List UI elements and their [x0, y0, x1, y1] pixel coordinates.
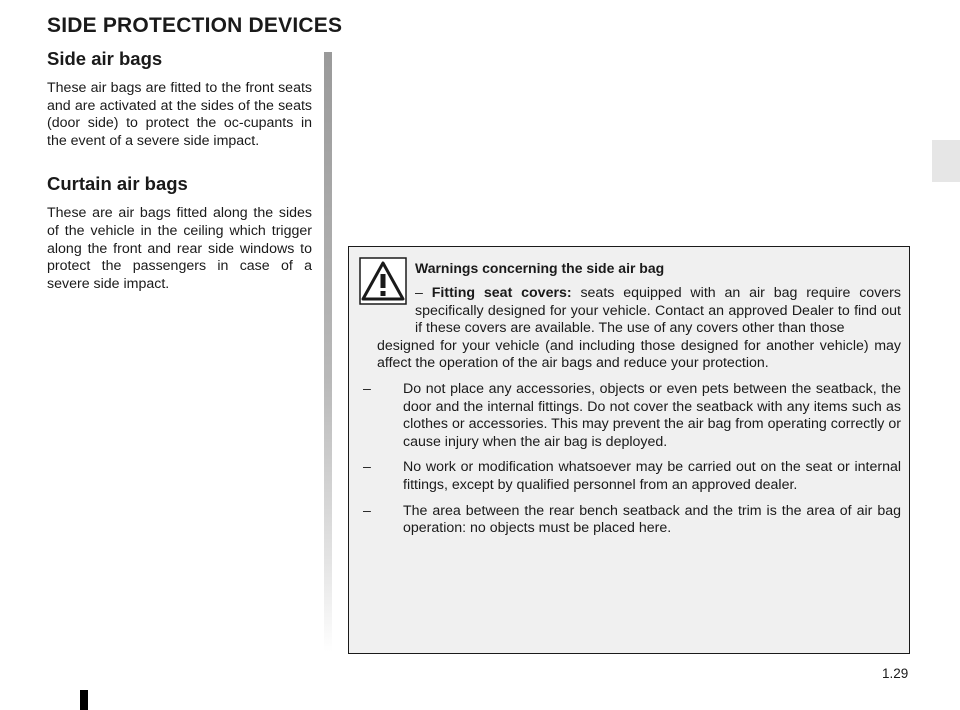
- curtain-air-bags-heading: Curtain air bags: [47, 173, 188, 195]
- warning-item-modification: [363, 459, 901, 494]
- page-title: SIDE PROTECTION DEVICES: [47, 14, 343, 37]
- corner-mark: [80, 690, 88, 710]
- warning-item-accessories: [363, 380, 901, 451]
- seat-covers-text: seats equipped with an air bag require covers specifically designed for your vehicle. Contact an approved Dealer to find out if these covers are available. The use of any covers other than those: [415, 285, 901, 337]
- curtain-air-bags-text: These are air bags fitted along the sides of the vehicle in the ceiling which trigger along the front and rear side windows to protect the passengers in case of a severe side impact.: [47, 205, 312, 292]
- warning-content: [363, 285, 901, 546]
- accessories-text: Do not place any accessories, objects or even pets between the seatback, the door and the internal fittings. Do not cover the seatback with any items such as clothes or accessories. This may prevent the air bag from operating correctly or cause injury when the air bag is deployed.: [403, 380, 901, 450]
- warning-item-rear-bench: [363, 502, 901, 538]
- seat-covers-label: Fitting seat covers:: [431, 285, 572, 301]
- warning-title: Warnings concerning the side air bag: [415, 260, 665, 276]
- warning-item-seat-covers: [377, 285, 901, 373]
- item-dash: –: [363, 502, 371, 519]
- item-dash: –: [363, 380, 371, 397]
- chapter-tab: [932, 140, 960, 182]
- item-dash: –: [415, 285, 423, 301]
- seat-covers-text-cont: designed for your vehicle (and including those designed for another vehicle) may affect the operation of the air bags and reduce your protection.: [377, 337, 901, 372]
- rear-bench-text: The area between the rear bench seatback and the trim is the area of air bag operation: no objects must be placed here.: [403, 502, 901, 537]
- column-divider: [324, 52, 332, 652]
- warning-box: [348, 246, 910, 654]
- page-number: 1.29: [882, 666, 909, 681]
- modification-text: No work or modification whatsoever may be carried out on the seat or internal fittings, except by qualified personnel from an approved dealer.: [403, 459, 901, 493]
- left-column: [47, 48, 312, 293]
- side-air-bags-heading: Side air bags: [47, 48, 163, 69]
- side-air-bags-text: These air bags are fitted to the front seats and are activated at the sides of the seats (door side) to protect the oc-cupants in the event of a severe side impact.: [47, 80, 312, 149]
- item-dash: –: [363, 459, 371, 476]
